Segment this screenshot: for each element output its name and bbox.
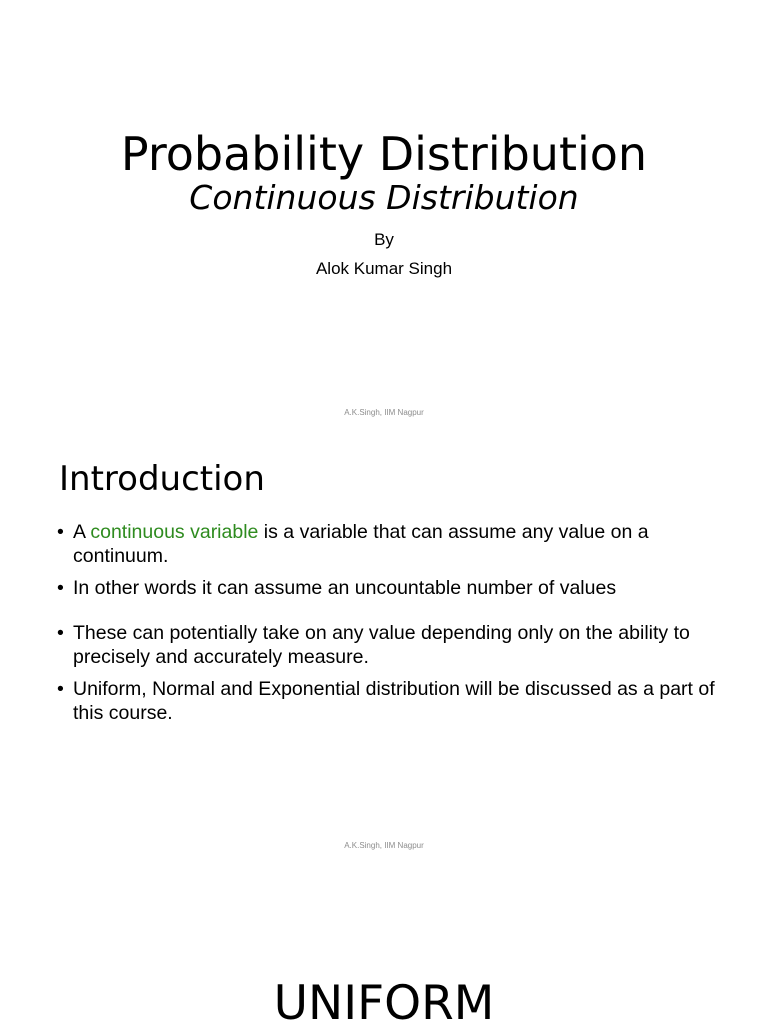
bullet-text: Uniform, Normal and Exponential distribution will be discussed as a part of this course.	[73, 678, 715, 724]
bullet-item	[57, 677, 717, 725]
slide-title: UNIFORM	[273, 976, 495, 1031]
slide-subtitle: Continuous Distribution	[189, 178, 579, 217]
highlighted-term: continuous variable	[90, 521, 259, 543]
bullet-list	[57, 520, 717, 725]
bullet-item	[57, 520, 717, 568]
uniform-slide	[0, 864, 768, 1031]
bullet-item	[57, 621, 717, 669]
bullet-prefix: A	[73, 521, 91, 543]
slide-title: Probability Distribution	[120, 127, 648, 181]
slide-footer: A.K.Singh, IIM Nagpur	[344, 408, 424, 417]
title-slide	[0, 0, 768, 432]
slide-footer: A.K.Singh, IIM Nagpur	[344, 841, 424, 850]
bullet-text: In other words it can assume an uncountable number of values	[73, 577, 617, 599]
bullet-item	[57, 576, 717, 600]
by-label: By	[374, 230, 394, 249]
bullet-text: These can potentially take on any value depending only on the ability to precisely and accurately measure.	[73, 622, 690, 668]
section-title: Introduction	[59, 459, 265, 499]
bullet-text: is a variable that can assume any value on a continuum.	[73, 521, 649, 567]
introduction-slide	[0, 432, 768, 864]
author-name: Alok Kumar Singh	[315, 259, 453, 278]
